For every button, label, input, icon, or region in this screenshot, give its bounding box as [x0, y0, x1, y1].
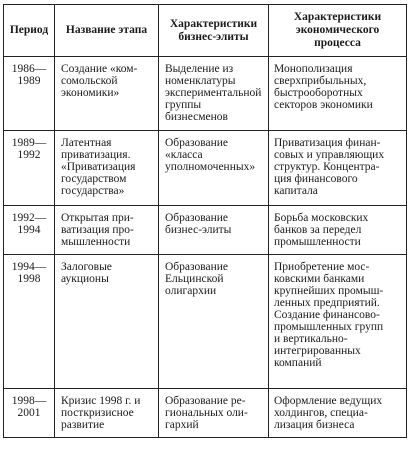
econ-text: Приобретение мос- ковскими банками крупнейших промыш- ленных предприятий. Создание финансово- промышленных групп и вертикально- интегрированных компаний [274, 261, 384, 369]
cell-stage [55, 389, 159, 438]
cell-econ [269, 389, 407, 438]
period-text: 1989— 1992 [11, 137, 47, 161]
elite-text: Образование бизнес-элиты [165, 212, 232, 236]
cell-stage [55, 57, 159, 131]
header-stage [55, 5, 159, 57]
cell-stage [55, 131, 159, 206]
cell-period [4, 255, 55, 389]
cell-elite [159, 206, 269, 255]
econ-text: Приватизация финан- совых и управляющих структур. Концентра- ция финансового капитала [274, 137, 385, 197]
table-row [4, 206, 407, 255]
header-elite [159, 5, 269, 57]
cell-econ [269, 255, 407, 389]
header-econ-text: Характеристики экономического процесса [293, 11, 382, 49]
cell-stage [55, 206, 159, 255]
elite-text: Выделение из номенклатуры экспериментальной группы бизнесменов [165, 63, 262, 123]
cell-period [4, 389, 55, 438]
header-period [4, 5, 55, 57]
header-stage-text: Название этапа [65, 24, 148, 36]
elite-text: Образование Ельцинской олигархии [165, 261, 229, 297]
econ-text: Оформление ведущих холдингов, специа- лизация бизнеса [274, 395, 383, 431]
cell-stage [55, 255, 159, 389]
stage-text: Кризис 1998 г. и посткризисное развитие [61, 395, 141, 431]
stage-text: Создание «ком- сомольской экономики» [61, 63, 138, 99]
cell-period [4, 57, 55, 131]
table-row [4, 57, 407, 131]
cell-econ [269, 57, 407, 131]
stage-text: Латентная приватизация. «Приватизация государством государства» [61, 137, 136, 197]
period-text: 1994— 1998 [11, 261, 47, 285]
stage-text: Открытая при- ватизация про- мышленности [61, 212, 134, 248]
table-row [4, 389, 407, 438]
cell-elite [159, 255, 269, 389]
stage-text: Залоговые аукционы [61, 261, 112, 285]
elite-text: Образование ре- гиональных оли- гархий [165, 395, 248, 431]
elite-text: Образование «класса уполномоченных» [165, 137, 256, 173]
period-text: 1986— 1989 [11, 63, 47, 87]
cell-elite [159, 131, 269, 206]
cell-elite [159, 57, 269, 131]
cell-elite [159, 389, 269, 438]
econ-text: Борьба московских банков за передел промышленности [274, 212, 369, 248]
table-row [4, 255, 407, 389]
econ-text: Монополизация сверхприбыльных, быстрооборотных секторов экономики [274, 63, 373, 111]
header-elite-text: Характеристики бизнес-элиты [169, 17, 258, 43]
stages-table [3, 4, 407, 438]
header-econ [269, 5, 407, 57]
table-header-row [4, 5, 407, 57]
table-row [4, 131, 407, 206]
period-text: 1998— 2001 [11, 395, 47, 419]
period-text: 1992— 1994 [11, 212, 47, 236]
cell-period [4, 131, 55, 206]
cell-econ [269, 206, 407, 255]
cell-period [4, 206, 55, 255]
header-period-text: Период [9, 24, 49, 36]
cell-econ [269, 131, 407, 206]
